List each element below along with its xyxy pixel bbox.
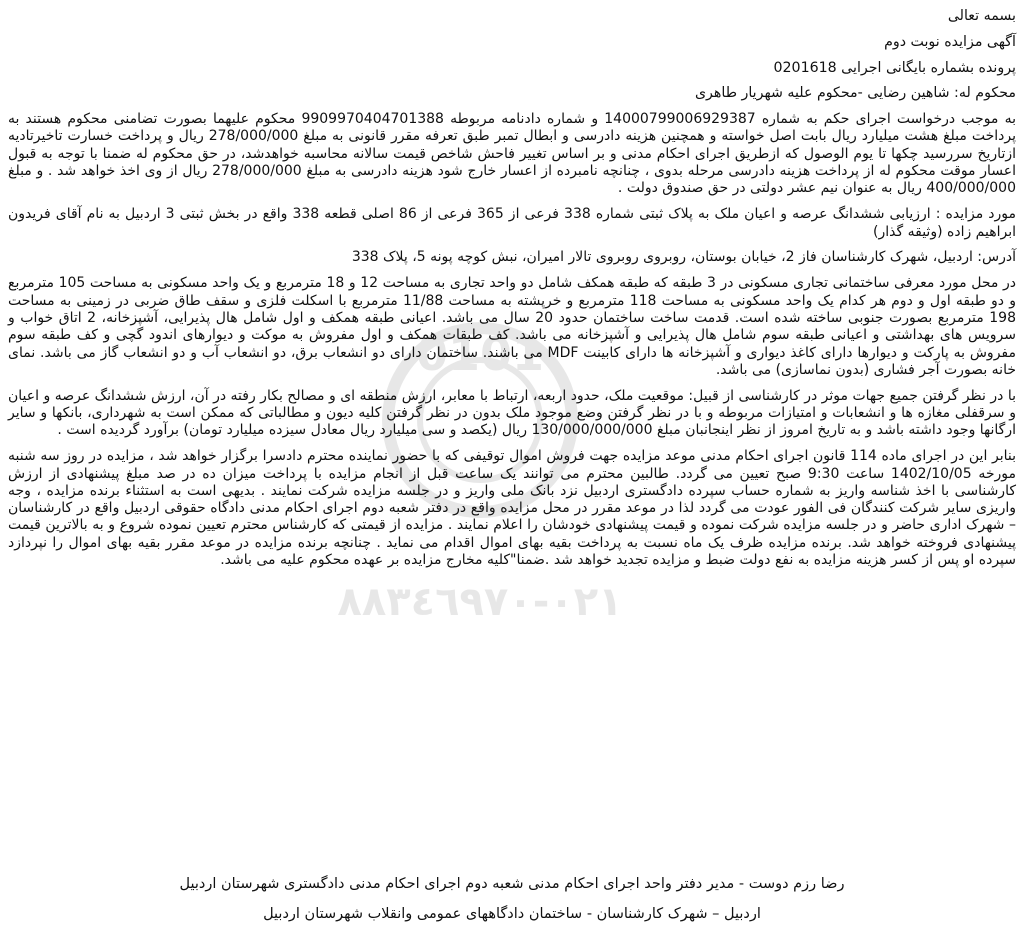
signature-line-2: اردبیل – شهرک کارشناسان - ساختمان دادگاههای عمومی وانقلاب شهرستان اردبیل (263, 906, 761, 922)
paragraph-subject: مورد مزایده : ارزیابی ششدانگ عرصه و اعیان ملک به پلاک ثبتی شماره 338 فرعی از 365 فرعی از 86 اصلی قطعه 338 واقع در بخش ثبتی 3 اردبیل به نام آقای فریدون ابراهیم زاده (وثیقه گذار) (8, 206, 1016, 240)
signature-line-1: رضا رزم دوست - مدیر دفتر واحد اجرای احکام مدنی شعبه دوم اجرای احکام مدنی دادگستری شهرستان اردبیل (179, 876, 845, 892)
paragraph-judgment: به موجب درخواست اجرای حکم به شماره 14000799006929387 و شماره دادنامه مربوطه 9909970404701388 محکوم علیهما بصورت تضامنی محکوم هستند به پرداخت مبلغ هشت میلیارد ریال بابت اصل خواسته و همچنین هزینه دادرسی و ابطال تمبر طبق تعرفه مقرر قانونی به مبلغ 278/000/000 ریال و پرداخت خسارت تاخیرتادیه ازتاریخ سررسید چکها تا یوم الوصول که ازطریق اجرای احکام مدنی و بر اساس تغییر فاحش شاخص قیمت سالانه محاسبه خواهدشد، در حق محکوم له ضمنا با توجه به قبول اعسار موقت محکوم له از پرداخت هزینه دادرسی مرحله بدوی ، چنانچه نامبرده از اعسار خارج شود هزینه دادرسی به مبلغ 278/000/000 ریال از وی اخذ خواهد شد . و مبلغ 400/000/000 ریال به عنوان نیم عشر دولتی در حق صندوق دولت . (8, 111, 1017, 197)
watermark-code: 0101 (415, 327, 545, 381)
paragraph-description: در محل مورد معرفی ساختمانی تجاری مسکونی در 3 طبقه که طبقه همکف شامل دو واحد تجاری به مساحت 12 و 18 مترمربع و یک واحد مسکونی به مساحت 105 مترمربع و دو طبقه اول و دوم هر کدام یک واحد مسکونی به مساحت 118 مترمربع و خرپشته به مساحت 11/88 مترمربع با اسکلت فلزی و سقف طاق ضربی در زمینی به مساحت 198 مترمربع بصورت جنوبی ساخته شده است. قدمت ساخت ساختمان حدود 20 سال می باشد. اعیانی طبقه همکف و اول شامل هال پذیرایی، آشپزخانه، 2 اتاق خواب و سرویس های بهداشتی و اعیانی طبقه سوم شامل هال پذیرایی و آشپزخانه می باشد. کف طبقات همکف و اول مفروش به موکت و دیوارهای اندود گچی و کف طبقه سوم مفروش به پارکت و دیوارها دارای کاغذ دیواری و آشپزخانه ها دارای کابینت MDF می باشند. ساختمان دارای دو انشعاب برق، دو انشعاب آب و دو انشعاب گاز می باشد. نمای خانه بصورت آجر فشاری (بدون نماسازی) می باشد. (8, 275, 1017, 378)
case-file-number: پرونده بشماره بایگانی اجرایی 0201618 (773, 59, 1016, 76)
watermark-number: ٠٢١-٨٨٣٤٦٩٧٠ (337, 579, 623, 625)
paragraph-address: آدرس: اردبیل، شهرک کارشناسان فاز 2، خیابان بوستان، روبروی روبروی تالار امیران، نبش کوچه پونه 5، پلاک 338 (351, 249, 1016, 266)
auction-notice (8, 8, 1016, 578)
parties: محکوم له: شاهین رضایی -محکوم علیه شهریار طاهری (694, 85, 1016, 102)
notice-title: آگهی مزایده نوبت دوم (884, 33, 1016, 50)
paragraph-auction-terms: بنابر این در اجرای ماده 114 قانون اجرای احکام مدنی موعد مزایده جهت فروش اموال توقیفی که با حضور نماینده محترم دادسرا برگزار خواهد شد ، مزایده در روز سه شنبه مورخه 1402/10/05 ساعت 9:30 صبح تعیین می گردد. طالبین محترم می توانند یک ساعت قبل از انجام مزایده با پرداخت میزان ده در صد مبلغ پیشنهادی از ارزش کارشناسی با اخذ شناسه واریز به شماره حساب سپرده دادگستری اردبیل نزد بانک ملی واریز و در جلسه مزایده شرکت نمایند . بدیهی است به استثناء برنده مزایده ، وجه واریزی سایر شرکت کنندگان فی الفور عودت می گردد لذا در موعد مقرر در محل مزایده واقع در دفتر شعبه دوم اجرای احکام مدنی دادگاه حقوقی اردبیل واقع در کارشناسان – شهرک اداری حاضر و در جلسه مزایده شرکت نموده و قیمت پیشنهادی خودشان را اعلام نمایند . مزایده از قیمتی که کارشناس محترم تعیین نموده شروع و به بالاترین قیمت پیشنهادی فروخته خواهد شد. برنده مزایده ظرف یک ماه نسبت به پرداخت بقیه بهای اموال اقدام می نماید . چنانچه برنده مزایده در موعد مقرر بقیه بهای اموال را نپردازد سپرده او پس از کسر هزینه مزایده به نفع دولت ضبط و مزایده تجدید خواهد شد .ضمنا"کلیه مخارج مزایده بر عهده محکوم علیه می باشد. (8, 448, 1017, 568)
salutation: بسمه تعالی (947, 8, 1016, 24)
paragraph-valuation: با در نظر گرفتن جمیع جهات موثر در کارشناسی از قبیل: موقعیت ملک، حدود اربعه، ارتباط با معابر، ارزش منطقه ای و مصالح بکار رفته در آن، ارزش ششدانگ عرصه و اعیان و سرقفلی مغازه ها و انشعابات و امتیازات مربوطه و با در نظر گرفتن وضع موجود ملک بدون در نظر گرفتن کلیه دیون و مطالباتی که ممکن است به شهرداری، بانکها و سایر ارگانها وجود داشته باشد و به تاریخ امروز از نظر اینجانبان مبلغ 130/000/000/000 ریال (یکصد و سی میلیارد ریال معادل سیزده میلیارد تومان) برآورد گردیده است . (8, 387, 1016, 439)
